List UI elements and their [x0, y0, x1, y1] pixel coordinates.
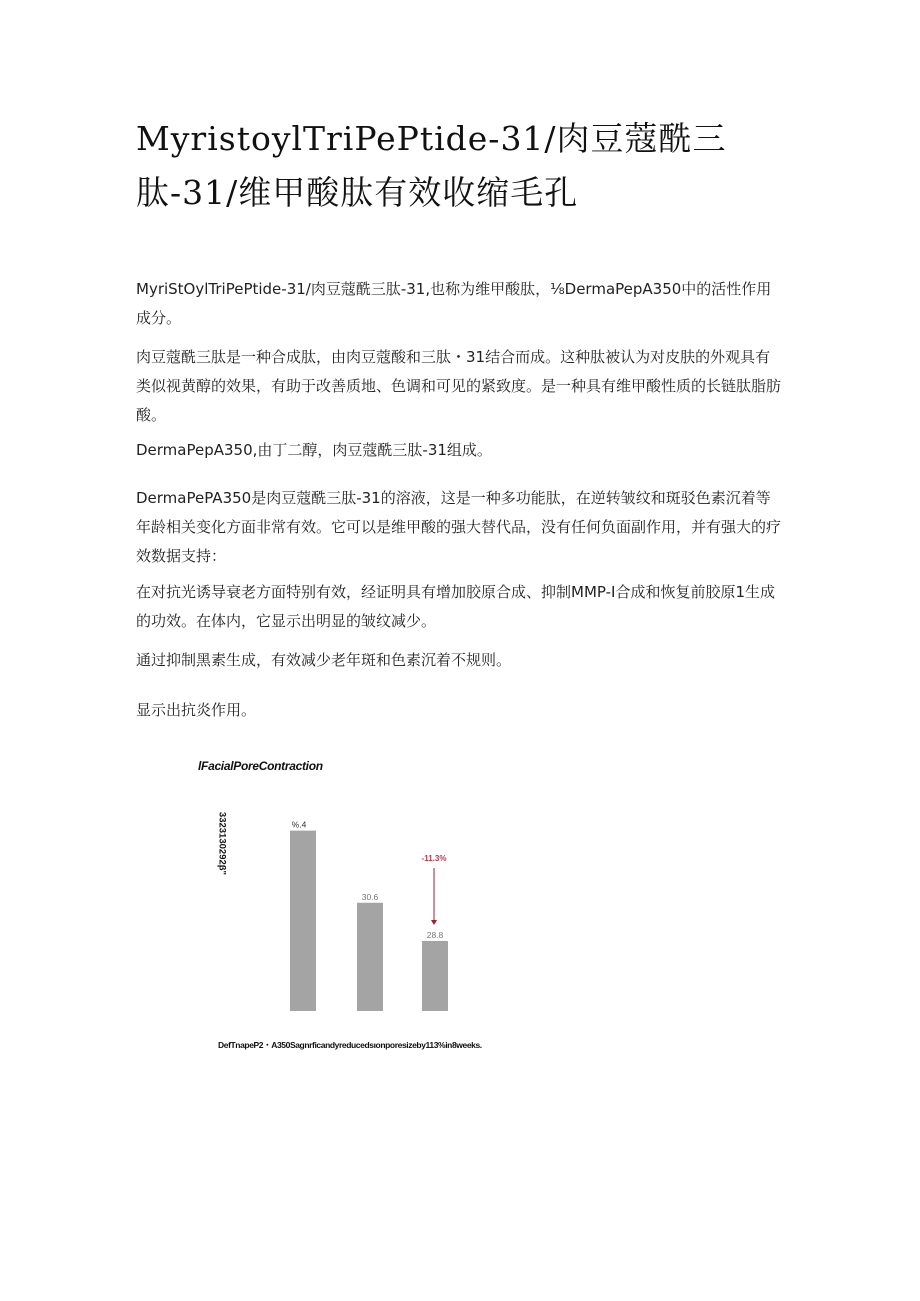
chart-data-label-1: %.4: [291, 819, 307, 830]
pore-contraction-chart: [270, 810, 520, 1015]
title-line-1: MyristoylTriPePtide-31/肉豆蔻酰三: [136, 119, 727, 158]
chart-bar-week-4: [357, 903, 383, 1011]
paragraph-efficacy: DermaPePA350是肉豆蔻酰三肽-31的溶液，这是一种多功能肽，在逆转皱纹和斑驳色素沉着等年龄相关变化方面非常有效。它可以是维甲酸的强大替代品，没有任何负面副作用，并有强大的疗效数据支持：: [136, 489, 782, 565]
chart-title: lFacialPoreContraction: [198, 759, 323, 773]
chart-y-axis-label: 3323130292β": [216, 811, 228, 876]
chart-caption: DefTnapeP2・A350Sagnrficandyreducedsιonporesizeby113%in8weeks.: [218, 1040, 482, 1050]
paragraph-intro: MyriStOylTriPePtide-31/肉豆蔻酰三肽-31,也称为维甲酸肽，⅛DermaPepA350中的活性作用成分。: [136, 280, 772, 327]
paragraph-photoaging: 在对抗光诱导衰老方面特别有效，经证明具有增加胶原合成、抑制MMP-I合成和恢复前胶原1生成的功效。在体内，它显示出明显的皱纹减少。: [136, 583, 775, 630]
chart-bar-week-8: [422, 941, 448, 1011]
document-title: [136, 112, 776, 220]
title-line-2: 肽-31/维甲酸肽有效收缩毛孔: [136, 173, 579, 212]
chart-change-arrowhead: [431, 920, 437, 925]
chart-change-annotation: -11.3%: [421, 854, 447, 863]
chart-data-label-2: 30.6: [361, 891, 379, 902]
chart-bar-week-0: [290, 831, 316, 1011]
paragraph-anti-inflammatory: 显示出抗炎作用。: [136, 701, 257, 719]
paragraph-composition: DermaPepA350,由丁二醇，肉豆蔻酰三肽-31组成。: [136, 441, 492, 459]
paragraph-melanin: 通过抑制黑素生成，有效减少老年斑和色素沉着不规则。: [136, 651, 512, 669]
chart-data-label-3: 28.8: [426, 929, 444, 940]
paragraph-synthesis: 肉豆蔻酰三肽是一种合成肽，由肉豆蔻酸和三肽・31结合而成。这种肽被认为对皮肤的外观具有类似视黄醇的效果，有助于改善质地、色调和可见的紧致度。是一种具有维甲酸性质的长链肽脂肪酸。: [136, 348, 782, 424]
